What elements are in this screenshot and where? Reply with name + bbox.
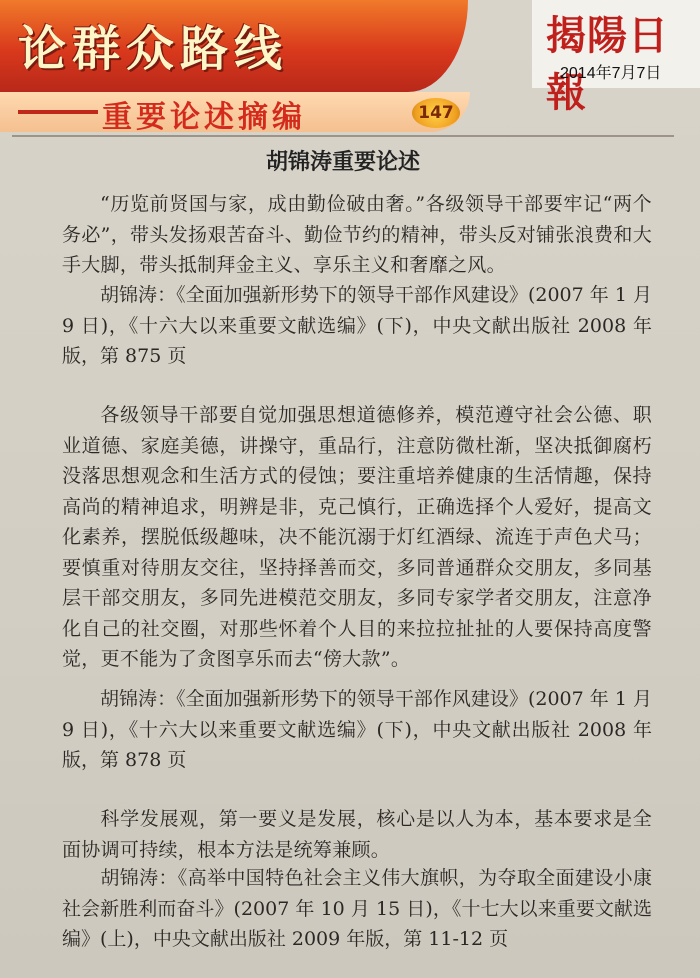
source-text-3: 胡锦涛：《高举中国特色社会主义伟大旗帜，为夺取全面建设小康社会新胜利而奋斗》(2007 年 10 月 15 日)，《十七大以来重要文献选编》(上)，中央文献出版社 2009 年版，第 11-12 页 [62,867,652,950]
quote-paragraph-1 [62,189,652,281]
source-text-2: 胡锦涛：《全面加强新形势下的领导干部作风建设》(2007 年 1 月 9 日)，《十六大以来重要文献选编》(下)，中央文献出版社 2008 年版，第 878 页 [62,688,652,771]
source-citation-2 [62,684,652,776]
source-citation-3 [62,863,652,955]
quote-text-2: 各级领导干部要自觉加强思想道德修养，模范遵守社会公德、职业道德、家庭美德，讲操守，重品行，注意防微杜渐，坚决抵御腐朽没落思想观念和生活方式的侵蚀；要注重培养健康的生活情趣，保持高尚的精神追求，明辨是非，克己慎行，正确选择个人爱好，提高文化素养，摆脱低级趣味，决不能沉溺于灯红酒绿、流连于声色犬马；要慎重对待朋友交往，坚持择善而交，多同普通群众交朋友，多同基层干部交朋友，多同先进模范交朋友，多同专家学者交朋友，注意净化自己的社交圈，对那些怀着个人目的来拉拉扯扯的人要保持高度警觉，更不能为了贪图享乐而去“傍大款”。 [62,404,652,670]
column-banner [0,0,468,92]
publication-date: 2014年7月7日 [560,65,662,82]
quote-text-3: 科学发展观，第一要义是发展，核心是以人为本，基本要求是全面协调可持续，根本方法是统筹兼顾。 [62,808,652,861]
column-title: 论群众路线 [18,21,289,77]
quote-text-1: “历览前贤国与家，成由勤俭破由奢。”各级领导干部要牢记“两个务必”，带头发扬艰苦奋斗、勤俭节约的精神，带头反对铺张浪费和大手大脚，带头抵制拜金主义、享乐主义和奢靡之风。 [62,193,652,276]
source-citation-1 [62,280,652,372]
issue-number-badge: 147 [412,98,460,128]
article-body [12,135,674,967]
column-subtitle: 重要论述摘编 [102,100,306,135]
quote-paragraph-3 [62,804,652,865]
quote-paragraph-2 [62,400,652,675]
article-headline: 胡锦涛重要论述 [265,150,420,175]
newspaper-logo: 揭陽日報 [546,12,669,116]
subtitle-dash [18,110,98,114]
source-text-1: 胡锦涛：《全面加强新形势下的领导干部作风建设》(2007 年 1 月 9 日)，《十六大以来重要文献选编》(下)，中央文献出版社 2008 年版，第 875 页 [62,284,652,367]
